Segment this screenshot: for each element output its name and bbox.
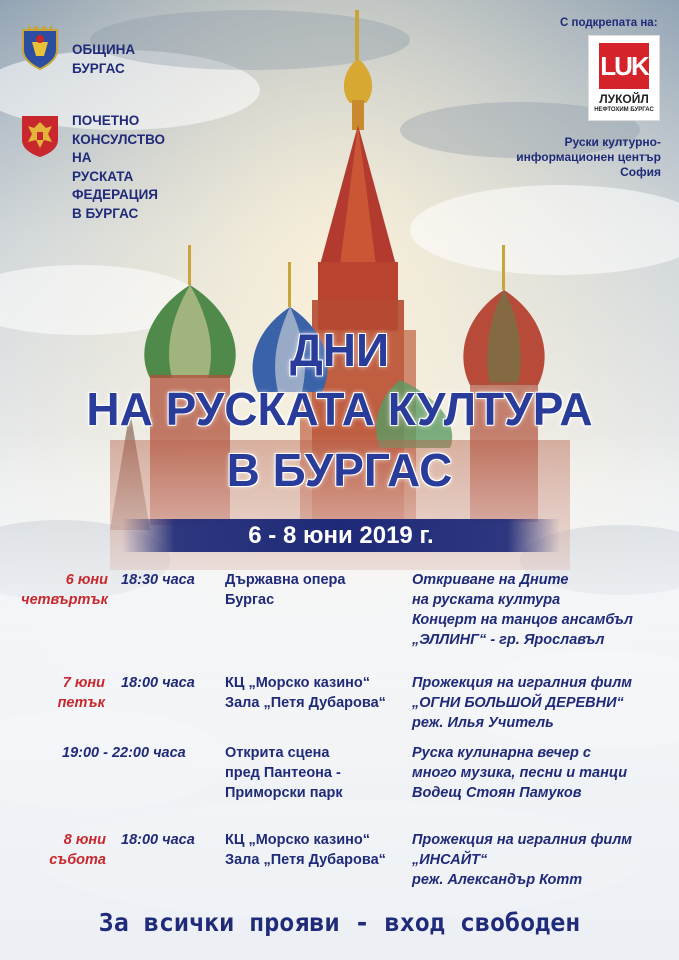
lukoil-name: ЛУКОЙЛ — [599, 92, 649, 106]
title-line-1: ДНИ — [289, 324, 390, 376]
program-line: на руската култура — [412, 592, 561, 608]
event-time: 19:00 - 22:00 часа — [62, 745, 186, 761]
title-line-2: НА РУСКАТА КУЛТУРА — [86, 383, 593, 435]
free-entry-notice: За всички прояви - вход свободен — [98, 908, 581, 937]
lukoil-logo — [588, 35, 660, 121]
event-day: 8 юни — [63, 832, 106, 848]
event-program — [412, 743, 627, 803]
event-program — [412, 570, 633, 650]
event-time: 18:30 часа — [121, 572, 195, 588]
event-venue — [225, 673, 386, 713]
municipality-line: ОБЩИНА — [72, 42, 136, 57]
program-line: „ОГНИ БОЛЬШОЙ ДЕРЕВНИ“ — [412, 695, 624, 711]
consulate-name — [72, 112, 165, 223]
consulate-line: ФЕДЕРАЦИЯ — [72, 187, 158, 202]
event-weekday: петък — [57, 695, 105, 711]
venue-line: КЦ „Морско казино“ — [225, 832, 371, 848]
venue-line: Приморски парк — [225, 785, 343, 801]
event-time: 18:00 часа — [121, 675, 195, 691]
program-line: Откриване на Дните — [412, 572, 569, 588]
venue-line: Бургас — [225, 592, 275, 608]
program-line: „ЭЛЛИНГ“ - гр. Ярославъл — [412, 632, 605, 648]
event-day: 7 юни — [62, 675, 105, 691]
cultural-center-line: Руски културно- — [564, 135, 661, 149]
date-band: 6 - 8 юни 2019 г. — [122, 519, 560, 552]
consulate-line: КОНСУЛСТВО — [72, 131, 165, 147]
program-line: Прожекция на игралния филм — [412, 832, 633, 848]
venue-line: Зала „Петя Дубарова“ — [225, 852, 386, 868]
municipality-line: БУРГАС — [72, 60, 125, 76]
event-venue — [225, 743, 343, 803]
sponsor-caption: С подкрепата на: — [560, 17, 658, 29]
program-line: реж. Александър Котт — [412, 872, 583, 888]
venue-line: Зала „Петя Дубарова“ — [225, 695, 386, 711]
program-line: Прожекция на игралния филм — [412, 675, 633, 691]
venue-line: КЦ „Морско казино“ — [225, 675, 371, 691]
event-program — [412, 673, 632, 733]
cultural-center-name — [516, 135, 661, 180]
russian-coat-of-arms-icon — [20, 114, 60, 158]
venue-line: пред Пантеона - — [225, 765, 341, 781]
event-time: 18:00 часа — [121, 832, 195, 848]
program-line: реж. Илья Учитель — [412, 715, 554, 731]
consulate-line: ПОЧЕТНО — [72, 113, 140, 128]
event-program — [412, 830, 632, 890]
venue-line: Открита сцена — [225, 745, 330, 761]
event-venue — [225, 570, 345, 610]
title-line-3: В БУРГАС — [226, 444, 453, 496]
program-line: много музика, песни и танци — [412, 765, 628, 781]
event-day: 6 юни — [65, 572, 108, 588]
event-weekday: четвъртък — [21, 592, 108, 608]
program-line: Концерт на танцов ансамбъл — [412, 612, 633, 628]
event-venue — [225, 830, 386, 870]
municipality-name — [72, 41, 135, 78]
cultural-center-line: София — [620, 165, 661, 179]
program-line: Водещ Стоян Памуков — [412, 785, 582, 801]
consulate-line: НА — [72, 150, 92, 165]
consulate-line: РУСКАТА — [72, 168, 134, 184]
lukoil-logo-mark: LUK — [599, 43, 649, 89]
consulate-line: В БУРГАС — [72, 205, 139, 221]
cultural-center-line: информационен център — [516, 150, 661, 164]
event-weekday: събота — [49, 852, 106, 868]
program-line: Руска кулинарна вечер с — [412, 745, 591, 761]
burgas-coat-of-arms-icon — [20, 22, 60, 70]
lukoil-subtitle: НЕФТОХИМ БУРГАС — [594, 107, 654, 113]
program-line: „ИНСАЙТ“ — [412, 852, 488, 868]
venue-line: Държавна опера — [225, 572, 346, 588]
